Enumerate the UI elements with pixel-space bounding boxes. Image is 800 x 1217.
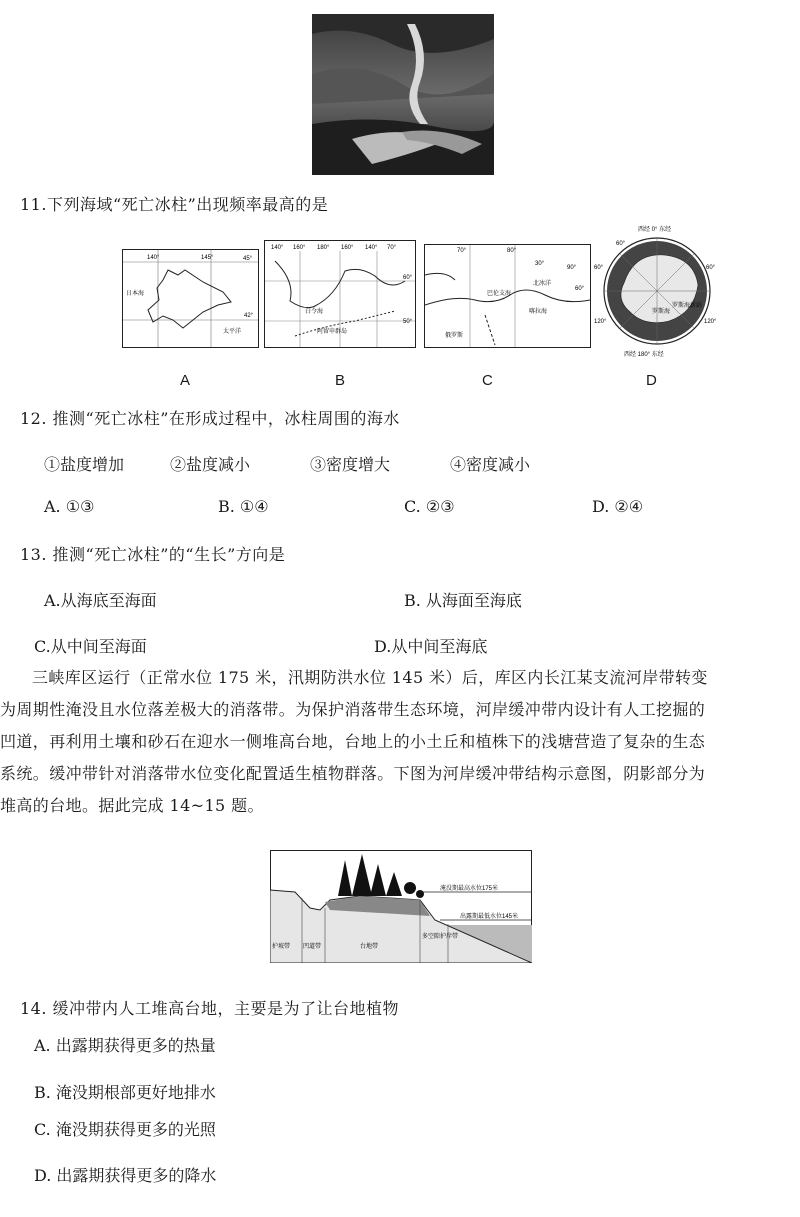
passage-line: 堆高的台地。据此完成 14~15 题。 [0, 796, 264, 815]
svg-text:阿留申群岛: 阿留申群岛 [317, 329, 348, 335]
q13-option-c: C.从中间至海面 [34, 637, 147, 656]
q12-item-3: ③密度增大 [310, 455, 391, 474]
svg-text:日本海: 日本海 [126, 291, 145, 297]
svg-text:145°: 145° [201, 255, 214, 261]
svg-text:70°: 70° [387, 245, 397, 251]
svg-text:西经 180° 东经: 西经 180° 东经 [624, 352, 664, 358]
svg-text:60°: 60° [706, 265, 716, 271]
q12-option-c: C. ②③ [404, 497, 455, 516]
q13-option-a: A.从海底至海面 [44, 591, 157, 610]
map-b [264, 240, 416, 348]
svg-text:120°: 120° [594, 319, 607, 325]
map-d [594, 223, 720, 358]
svg-text:多空隙护岸带: 多空隙护岸带 [422, 934, 459, 940]
svg-text:90°: 90° [567, 265, 577, 271]
q13-option-d: D.从中间至海底 [374, 637, 488, 656]
q14-option-c: C. 淹没期获得更多的光照 [34, 1120, 216, 1139]
ice-column-photo [312, 14, 494, 175]
q12-item-1: ①盐度增加 [44, 455, 125, 474]
question-13-stem: 13. 推测“死亡冰柱”的“生长”方向是 [20, 545, 286, 564]
q12-item-4: ④密度减小 [450, 455, 531, 474]
svg-text:50°: 50° [403, 319, 413, 325]
map-c-caption: C [482, 372, 493, 389]
svg-text:160°: 160° [341, 245, 354, 251]
q12-item-2: ②盐度减小 [170, 455, 251, 474]
map-c [424, 244, 591, 348]
svg-text:俄罗斯: 俄罗斯 [445, 333, 464, 339]
map-d-caption: D [646, 372, 657, 389]
svg-text:西经 0° 东经: 西经 0° 东经 [638, 227, 672, 233]
svg-text:42°: 42° [244, 313, 254, 319]
passage-line: 凹道，再利用土壤和砂石在迎水一侧堆高台地，台地上的小土丘和植株下的浅塘营造了复杂的生态 [0, 732, 706, 751]
svg-text:30°: 30° [535, 261, 545, 267]
svg-text:160°: 160° [293, 245, 306, 251]
buffer-zone-diagram [270, 850, 532, 963]
svg-text:140°: 140° [147, 255, 160, 261]
q14-option-b: B. 淹没期根部更好地排水 [34, 1083, 216, 1102]
svg-text:喀拉海: 喀拉海 [529, 309, 548, 315]
svg-text:45°: 45° [243, 256, 253, 262]
passage-line: 三峡库区运行（正常水位 175 米，汛期防洪水位 145 米）后，库区内长江某支流河岸带转变 [32, 668, 708, 687]
svg-text:120°: 120° [704, 319, 717, 325]
svg-text:淹没期最高水位175米: 淹没期最高水位175米 [440, 886, 499, 892]
svg-text:70°: 70° [457, 248, 467, 254]
svg-text:60°: 60° [594, 265, 604, 271]
svg-text:80°: 80° [507, 248, 517, 254]
svg-text:60°: 60° [616, 241, 626, 247]
passage-line: 为周期性淹没且水位落差极大的消落带。为保护消落带生态环境，河岸缓冲带内设计有人工挖掘的 [0, 700, 706, 719]
svg-text:北冰洋: 北冰洋 [533, 281, 552, 287]
svg-text:出露期最低水位145米: 出露期最低水位145米 [460, 914, 519, 920]
svg-text:60°: 60° [403, 275, 413, 281]
question-12-stem: 12. 推测“死亡冰柱”在形成过程中，冰柱周围的海水 [20, 409, 400, 428]
svg-text:罗斯海: 罗斯海 [652, 309, 671, 315]
svg-text:140°: 140° [365, 245, 378, 251]
svg-text:凹道带: 凹道带 [303, 944, 322, 950]
svg-text:台地带: 台地带 [360, 944, 379, 950]
map-a-caption: A [180, 372, 191, 389]
map-a [122, 249, 259, 348]
q12-option-b: B. ①④ [218, 497, 269, 516]
q12-option-d: D. ②④ [592, 497, 644, 516]
q13-option-b: B. 从海面至海底 [404, 591, 522, 610]
q14-option-a: A. 出露期获得更多的热量 [34, 1036, 216, 1055]
question-14-stem: 14. 缓冲带内人工堆高台地，主要是为了让台地植物 [20, 999, 400, 1018]
svg-text:太平洋: 太平洋 [223, 329, 242, 335]
svg-text:180°: 180° [317, 245, 330, 251]
map-b-caption: B [335, 372, 346, 389]
svg-text:巴伦支海: 巴伦支海 [487, 291, 512, 297]
svg-text:60°: 60° [575, 286, 585, 292]
q12-option-a: A. ①③ [44, 497, 95, 516]
svg-text:罗斯海新站: 罗斯海新站 [672, 303, 703, 309]
passage-line: 系统。缓冲带针对消落带水位变化配置适生植物群落。下图为河岸缓冲带结构示意图，阴影部分为 [0, 764, 706, 783]
svg-text:护坡带: 护坡带 [272, 944, 291, 950]
svg-text:白令海: 白令海 [305, 309, 324, 315]
question-11-stem: 11.下列海域“死亡冰柱”出现频率最高的是 [20, 195, 329, 214]
q14-option-d: D. 出露期获得更多的降水 [34, 1166, 217, 1185]
svg-text:140°: 140° [271, 245, 284, 251]
